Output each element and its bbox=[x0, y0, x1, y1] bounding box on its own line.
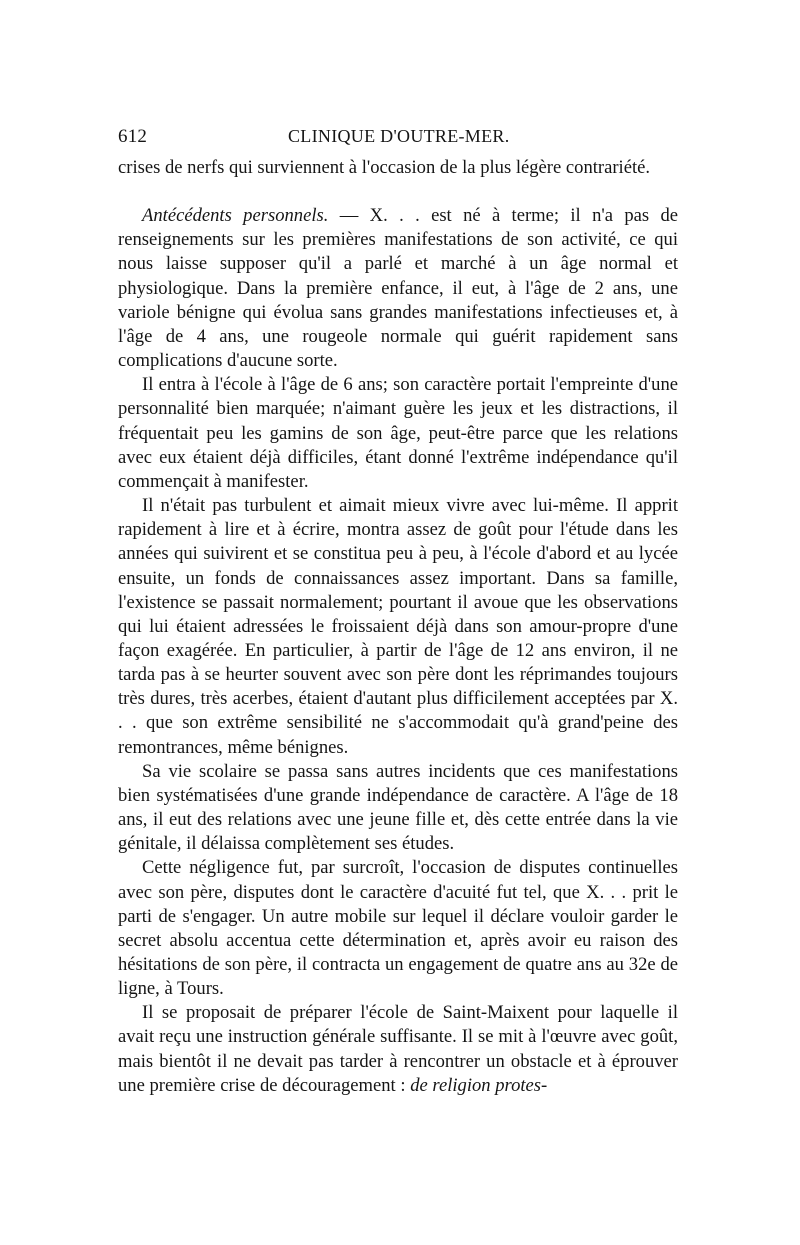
section-gap bbox=[118, 180, 678, 204]
paragraph-text: — X. . . est né à terme; il n'a pas de renseignements sur les premières manifestations de son activité, ce qui nous laisse supposer qu'il a parlé et marché à un âge normal et physiologique. Dans la première enfance, il eut, à l'âge de 2 ans, une variole bénigne qui évolua sans grandes manifestations infectieuses et, à l'âge de 4 ans, une rougeole normale qui guérit rapidement sans complications d'aucune sorte. bbox=[118, 205, 678, 372]
paragraph-saint-maixent bbox=[118, 1001, 678, 1098]
paragraph-text: crises de nerfs qui surviennent à l'occasion de la plus légère contrariété. bbox=[118, 157, 651, 178]
book-page bbox=[118, 126, 678, 1098]
body-text bbox=[118, 156, 678, 1098]
paragraph-enlistment bbox=[118, 856, 678, 1001]
page-number: 612 bbox=[118, 126, 148, 147]
paragraph-school bbox=[118, 373, 678, 494]
running-title: CLINIQUE D'OUTRE-MER. bbox=[288, 126, 510, 146]
paragraph-character bbox=[118, 494, 678, 760]
paragraph-text: Il entra à l'école à l'âge de 6 ans; son caractère portait l'empreinte d'une personnalité bien marquée; n'aimant guère les jeux et les distractions, il fréquentait peu les gamins de son âge, peut-être parce que les relations avec eux étaient déjà difficiles, étant donné l'extrême indépendance qu'il commençait à manifester. bbox=[118, 374, 678, 492]
paragraph-continuation bbox=[118, 156, 678, 180]
paragraph-italic-tail: de religion protes- bbox=[410, 1074, 548, 1096]
paragraph-text: Il n'était pas turbulent et aimait mieux vivre avec lui-même. Il apprit rapidement à lire et à écrire, montra assez de goût pour l'étude dans les années qui suivirent et se constitua peu à peu, à l'école d'abord et au lycée ensuite, un fonds de connaissances assez important. Dans sa famille, l'existence se passait normalement; pourtant il avoue que les observations qui lui étaient adressées le froissaient déjà dans son amour-propre d'une façon exagérée. En particulier, à partir de l'âge de 12 ans environ, il ne tarda pas à se heurter souvent avec son père dont les réprimandes toujours très dures, très acerbes, étaient d'autant plus difficilement acceptées par X. . . que son extrême sensibilité ne s'accommodait qu'à grand'peine des remontrances, même bénignes. bbox=[118, 495, 678, 758]
paragraph-text: Il se proposait de préparer l'école de Saint-Maixent pour laquelle il avait reçu une instruction générale suffisante. Il se mit à l'œuvre avec goût, mais bientôt il ne devait pas tarder à rencontrer un obstacle et à éprouver une première crise de découragement : bbox=[118, 1002, 678, 1096]
running-head bbox=[118, 126, 678, 156]
paragraph-text: Cette négligence fut, par surcroît, l'occasion de disputes continuelles avec son père, disputes dont le caractère d'acuité fut tel, que X. . . prit le parti de s'engager. Un autre mobile sur lequel il déclare vouloir garder le secret absolu accentua cette détermination et, après avoir eu raison des hésitations de son père, il contracta un engagement de quatre ans au 32e de ligne, à Tours. bbox=[118, 857, 678, 1000]
paragraph-text: Sa vie scolaire se passa sans autres incidents que ces manifestations bien systématisées d'une grande indépendance de caractère. A l'âge de 18 ans, il eut des relations avec une jeune fille et, dès cette entrée dans la vie génitale, il délaissa complètement ses études. bbox=[118, 760, 678, 855]
paragraph-school-life bbox=[118, 760, 678, 857]
section-heading: Antécédents personnels. bbox=[142, 205, 329, 227]
paragraph-antecedents bbox=[118, 204, 678, 373]
